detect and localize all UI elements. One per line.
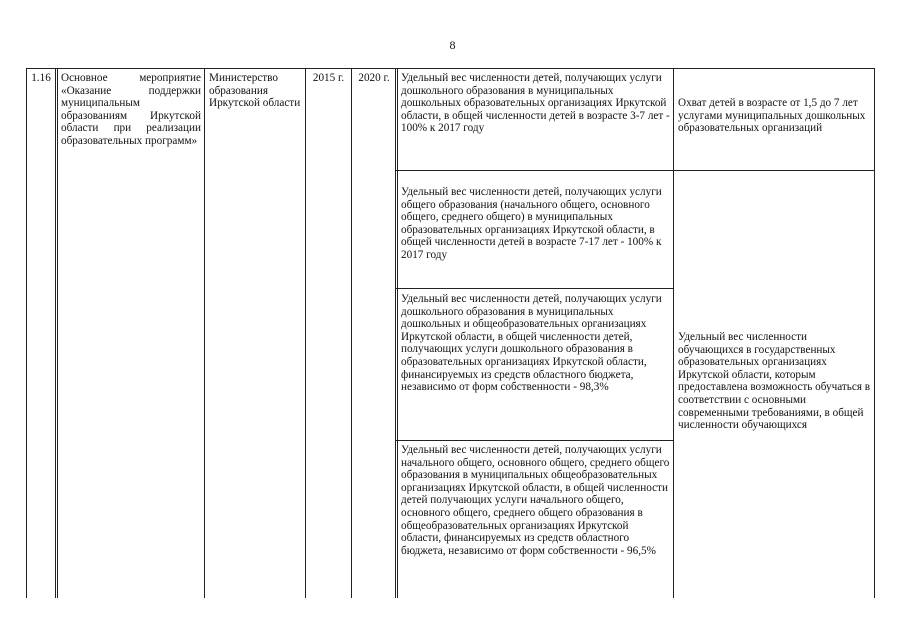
- row-divider: [395, 170, 875, 171]
- col-divider: [204, 68, 205, 598]
- start-year: 2015 г.: [312, 72, 345, 84]
- row-number: 1.16: [31, 72, 51, 84]
- result-2: Удельный вес численности обучающихся в государственных образовательных организациях Иркутской области, которым предоставлена возможность обучаться в соответствии с основными современными требованиями, в общей численности обучающихся: [678, 331, 871, 432]
- program-table: [26, 68, 875, 598]
- indicator-1: Удельный вес численности детей, получающих услуги дошкольного образования в муниципальных дошкольных образовательных организациях Иркутской области, в общей численности детей в возрасте 3-7 лет - 100% к 2017 году: [401, 72, 670, 135]
- table-top-border: [26, 68, 875, 69]
- executor: Министерство образования Иркутской области: [209, 72, 301, 110]
- indicator-2: Удельный вес численности детей, получающих услуги общего образования (начального общего, основного общего, среднего общего) в муниципальных образовательных организациях Иркутской области, в общей численности детей в возрасте 7-17 лет - 100% к 2017 году: [401, 186, 662, 261]
- col-divider: [305, 68, 306, 598]
- page-number: 8: [449, 38, 456, 52]
- row-divider: [395, 288, 674, 289]
- indicator-3: Удельный вес численности детей, получающих услуги дошкольного образования в муниципальных дошкольных и общеобразовательных организациях Иркутской области, в общей численности детей, получающих услуги дошкольного образования в образовательных организациях Иркутской области, финансируемых из средств областного бюджета, независимо от форм собственности - 98,3%: [401, 293, 662, 394]
- table-left-border: [26, 68, 27, 598]
- result-1: Охват детей в возрасте от 1,5 до 7 лет услугами муниципальных дошкольных образовательных организаций: [678, 97, 866, 135]
- row-divider: [395, 440, 674, 441]
- measure-name: Основное мероприятие «Оказание поддержки муниципальным образованиям Иркутской области при реализации образовательных программ»: [61, 72, 201, 147]
- col-divider: [673, 68, 674, 598]
- indicator-4: Удельный вес численности детей, получающих услуги начального общего, основного общего, среднего общего образования в муниципальных общеобразовательных организациях Иркутской области, в общей численности детей получающих услуги начального общего, основного общего, среднего общего образования в общеобразовательных организациях Иркутской области, финансируемых из средств областного бюджета, независимо от форм собственности - 96,5%: [401, 444, 670, 557]
- table-right-border: [874, 68, 875, 598]
- end-year: 2020 г.: [358, 72, 390, 84]
- col-divider: [351, 68, 352, 598]
